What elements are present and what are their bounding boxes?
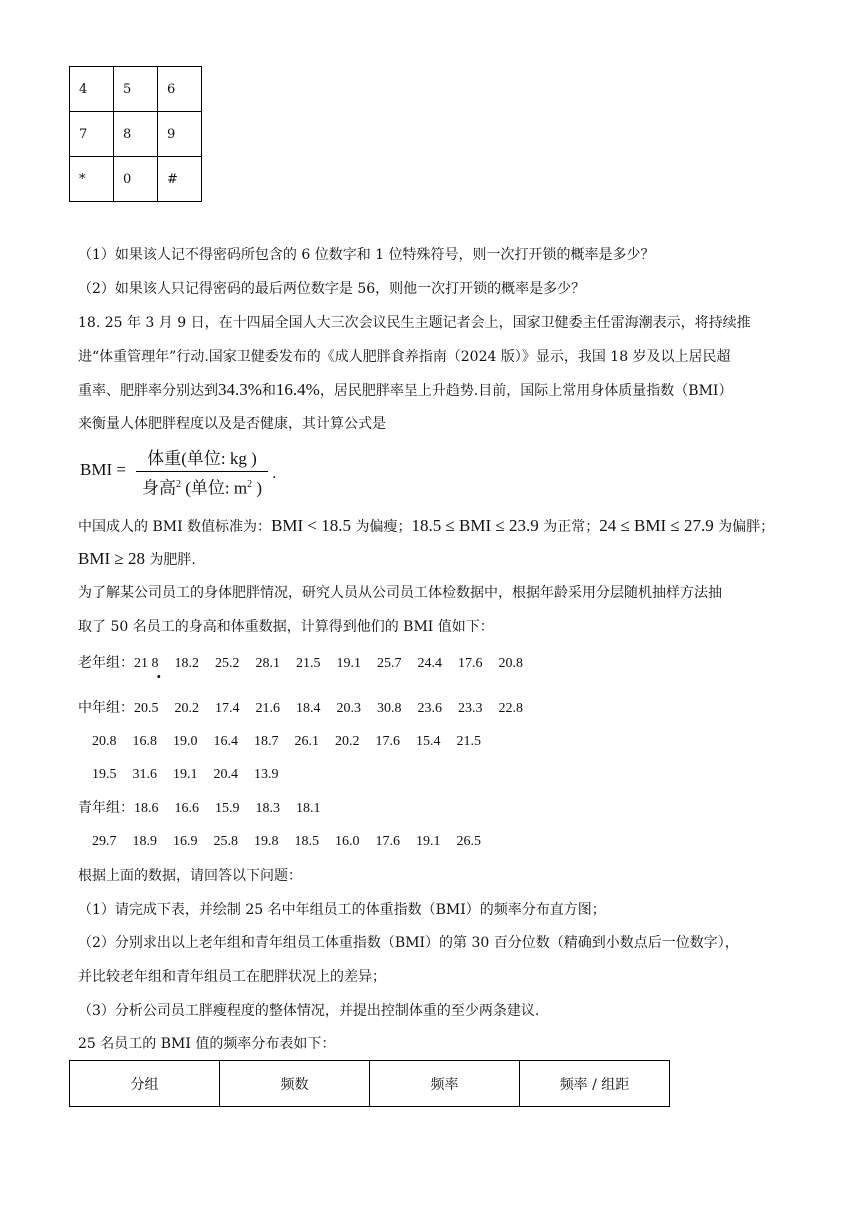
value: 18.1 <box>296 801 321 816</box>
math: BMI < 18.5 <box>271 516 352 535</box>
formula-fraction <box>136 448 268 500</box>
value: 17.6 <box>375 834 400 849</box>
value: 16.8 <box>132 734 157 749</box>
ask-line: 根据上面的数据，请回答以下问题： <box>78 868 302 884</box>
overweight-rate: 34.3% <box>218 380 262 399</box>
keypad-cell: 8 <box>114 112 158 157</box>
frequency-table <box>69 1060 670 1107</box>
table-header-row <box>70 1061 670 1107</box>
keypad-cell: 5 <box>114 67 158 112</box>
value: 16.0 <box>335 834 360 849</box>
value: 20.2 <box>174 701 199 716</box>
keypad-cell: # <box>158 157 202 202</box>
value: 30.8 <box>377 701 402 716</box>
value: 18.7 <box>254 734 279 749</box>
value: 21.6 <box>255 701 280 716</box>
table-header-cell: 频率 / 组距 <box>520 1061 670 1107</box>
keypad-table <box>69 66 202 202</box>
intro-line-2: 取了 50 名员工的身高和体重数据，计算得到他们的 BMI 值如下： <box>78 619 494 635</box>
mid-group-row-1 <box>78 699 539 718</box>
keypad-cell: 6 <box>158 67 202 112</box>
value: 18.2 <box>174 656 199 671</box>
subquestion-2-line-2: 并比较老年组和青年组员工在肥胖状况上的差异； <box>78 969 386 985</box>
value: 23.6 <box>417 701 442 716</box>
mid-group-label: 中年组： <box>78 700 134 716</box>
superscript: 2 <box>247 479 253 490</box>
value: 26.1 <box>294 734 319 749</box>
subquestion-2-line-1: （2）分别求出以上老年组和青年组员工体重指数（BMI）的第 30 百分位数（精确到小数点后一位数字）， <box>78 935 739 951</box>
value: 18.3 <box>255 801 280 816</box>
formula-numerator: 体重(单位: kg ) <box>147 449 257 468</box>
question-1: （1）如果该人记不得密码所包含的 6 位数字和 1 位特殊符号，则一次打开锁的概率是多少？ <box>78 247 655 263</box>
value: 17.6 <box>458 656 483 671</box>
emphasis-dot: · <box>156 667 162 686</box>
old-group-label: 老年组： <box>78 655 134 671</box>
value: 17.6 <box>375 734 400 749</box>
young-group-row-1 <box>78 799 337 818</box>
value: 19.1 <box>416 834 441 849</box>
keypad-row <box>70 67 202 112</box>
keypad-cell: 7 <box>70 112 114 157</box>
value: 19.0 <box>173 734 198 749</box>
mid-group-row-2 <box>92 733 497 751</box>
text: ，居民肥胖率呈上升趋势.目前，国际上常用身体质量指数（BMI） <box>319 383 733 399</box>
obesity-rate: 16.4% <box>275 380 320 399</box>
value: 16.6 <box>174 801 199 816</box>
young-group-row-2 <box>92 833 497 851</box>
problem-18-line-2: 进“体重管理年”行动.国家卫健委发布的《成人肥胖食养指南（2024 版）》显示，我国 18 岁及以上居民超 <box>78 349 731 365</box>
table-header-cell: 频率 <box>370 1061 520 1107</box>
intro-line-1: 为了解某公司员工的身体肥胖情况，研究人员从公司员工体检数据中，根据年龄采用分层随机抽样方法抽 <box>78 585 722 601</box>
value: 15.4 <box>416 734 441 749</box>
value: 15.9 <box>215 801 240 816</box>
value: 25.7 <box>377 656 402 671</box>
value: 19.1 <box>173 767 198 782</box>
problem-18-line-4: 来衡量人体肥胖程度以及是否健康，其计算公式是 <box>78 416 386 432</box>
old-group-row <box>78 654 539 673</box>
value: 16.4 <box>213 734 238 749</box>
keypad-cell: 9 <box>158 112 202 157</box>
bmi-standard-line-1 <box>78 517 774 536</box>
question-2: （2）如果该人只记得密码的最后两位数字是 56，则他一次打开锁的概率是多少？ <box>78 281 586 297</box>
value: 21.5 <box>296 656 321 671</box>
value: 20.2 <box>335 734 360 749</box>
value: 20.8 <box>498 656 523 671</box>
value: 20.5 <box>134 701 159 716</box>
formula-denominator <box>136 474 268 500</box>
value: 28.1 <box>255 656 280 671</box>
value: 25.8 <box>213 834 238 849</box>
bmi-standard-line-2 <box>78 550 196 569</box>
value: 21 8 <box>134 656 159 671</box>
formula-lhs: BMI = <box>80 460 126 479</box>
value: 20.3 <box>336 701 361 716</box>
value: 19.8 <box>254 834 279 849</box>
text: 重率、肥胖率分别达到 <box>78 383 218 399</box>
value: 13.9 <box>254 767 279 782</box>
value: 31.6 <box>132 767 157 782</box>
text: 和 <box>261 383 276 399</box>
table-title: 25 名员工的 BMI 值的频率分布表如下： <box>78 1036 336 1052</box>
text: 为正常； <box>538 519 600 535</box>
text: ) <box>252 478 263 498</box>
text: 为偏胖； <box>713 519 775 535</box>
value: 21.5 <box>456 734 481 749</box>
keypad-row <box>70 112 202 157</box>
text: (单位: m <box>180 478 248 498</box>
value: 18.6 <box>134 801 159 816</box>
problem-18-line-1: 18. 25 年 3 月 9 日，在十四届全国人大三次会议民生主题记者会上，国家卫健委主任雷海潮表示，将持续推 <box>78 315 751 331</box>
value: 20.8 <box>92 734 117 749</box>
math: 24 ≤ BMI ≤ 27.9 <box>599 516 714 535</box>
value: 25.2 <box>215 656 240 671</box>
value: 29.7 <box>92 834 117 849</box>
text: 身高 <box>141 478 176 498</box>
fraction-bar <box>136 471 268 472</box>
mid-group-row-3 <box>92 766 295 784</box>
subquestion-3: （3）分析公司员工胖瘦程度的整体情况，并提出控制体重的至少两条建议. <box>78 1003 540 1019</box>
text: 中国成人的 BMI 数值标准为： <box>78 519 272 535</box>
young-group-label: 青年组： <box>78 800 134 816</box>
value: 24.4 <box>417 656 442 671</box>
value: 19.1 <box>336 656 361 671</box>
formula-period: . <box>272 466 277 482</box>
keypad-row <box>70 157 202 202</box>
text: 为肥胖. <box>144 552 196 568</box>
value: 23.3 <box>458 701 483 716</box>
superscript: 2 <box>175 479 181 490</box>
table-header-cell: 频数 <box>220 1061 370 1107</box>
value: 22.8 <box>498 701 523 716</box>
math: BMI ≥ 28 <box>78 549 145 568</box>
value: 19.5 <box>92 767 117 782</box>
math: 18.5 ≤ BMI ≤ 23.9 <box>411 516 539 535</box>
keypad-cell: 0 <box>114 157 158 202</box>
value: 17.4 <box>215 701 240 716</box>
value: 26.5 <box>456 834 481 849</box>
value: 16.9 <box>173 834 198 849</box>
table-header-cell: 分组 <box>70 1061 220 1107</box>
value: 18.4 <box>296 701 321 716</box>
text: 为偏瘦； <box>351 519 412 535</box>
problem-18-line-3 <box>78 381 732 400</box>
keypad-cell: 4 <box>70 67 114 112</box>
value: 20.4 <box>213 767 238 782</box>
value: 18.5 <box>294 834 319 849</box>
subquestion-1: （1）请完成下表，并绘制 25 名中年组员工的体重指数（BMI）的频率分布直方图； <box>78 902 606 918</box>
keypad-cell: * <box>70 157 114 202</box>
value: 18.9 <box>132 834 157 849</box>
